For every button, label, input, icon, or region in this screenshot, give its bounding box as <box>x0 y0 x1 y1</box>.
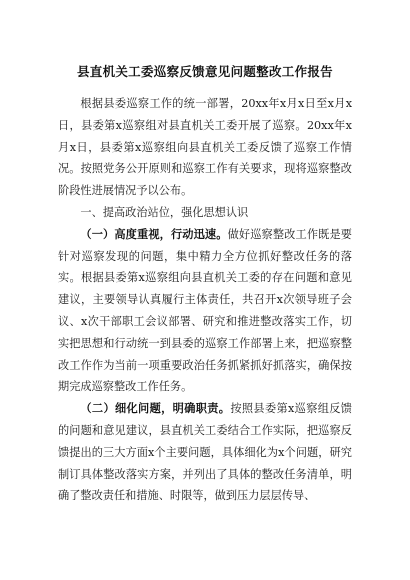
item-2-paragraph <box>58 398 352 507</box>
item-1-body: 做好巡察整改工作既是要针对巡察发现的问题，集中精力全方位抓好整改任务的落实。根据县委第x巡察组向县直机关工委的存在问题和意见建议，主要领导认真履行主体责任，共召开x次领导班子会议、x次干部职工会议部署、研究和推进整改落实工作，切实把思想和行动统一到县委的巡察工作部署上来，把巡察整改工作作为当前一项重要政治任务抓紧抓好抓落实，确保按期完成巡察整改工作任务。 <box>58 227 352 394</box>
item-1-paragraph <box>58 224 352 398</box>
item-2-lead: （二）细化问题，明确职责。 <box>80 401 231 416</box>
intro-paragraph: 根据县委巡察工作的统一部署，20xx年x月x日至x月x日，县委第x巡察组对县直机关工委开展了巡察。20xx年x月x日，县委第x巡察组向县直机关工委反馈了巡察工作情况。按照党务公开原则和巡察工作有关要求，现将巡察整改阶段性进展情况予以公布。 <box>58 97 352 198</box>
document-title: 县直机关工委巡察反馈意见问题整改工作报告 <box>76 64 333 79</box>
item-1-lead: （一）高度重视，行动迅速。 <box>80 226 228 241</box>
section-heading: 一、提高政治站位，强化思想认识 <box>80 205 249 219</box>
item-2-body: 按照县委第x巡察组反馈的问题和意见建议，县直机关工委结合工作实际，把巡察反馈提出的三大方面x个主要问题，具体细化为x个问题，研究制订具体整改落实方案，并列出了具体的整改任务清单，明确了整改责任和措施、时限等，做到压力层层传导、 <box>58 402 352 503</box>
